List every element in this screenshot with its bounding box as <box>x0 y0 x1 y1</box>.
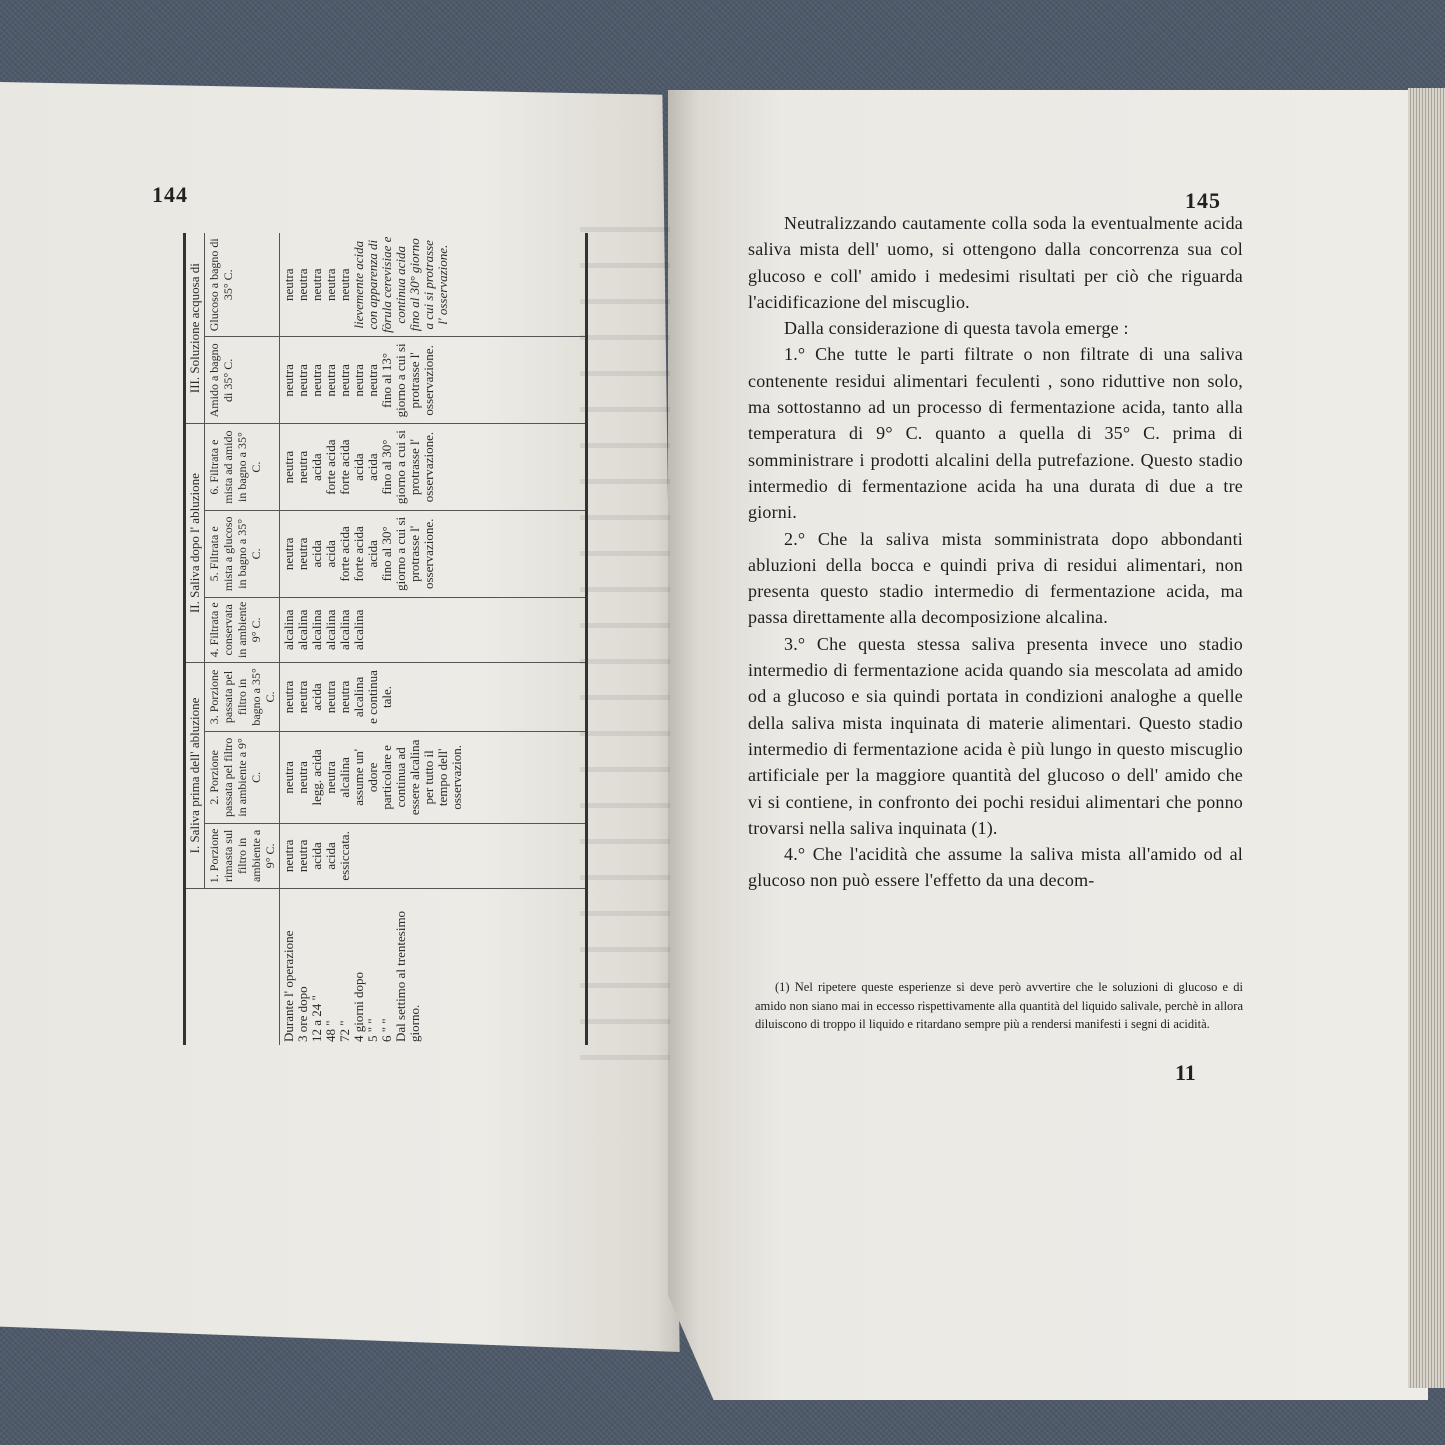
row-label: 6 " " <box>379 1018 394 1042</box>
table-row <box>280 233 587 1045</box>
show-through-text <box>580 205 670 1065</box>
cell-value: forte acida <box>323 439 338 495</box>
cell-value: acida <box>323 540 338 568</box>
cell-value: neutra <box>281 268 296 301</box>
group-header: I. Saliva prima dell' abluzione <box>185 662 205 888</box>
column-header: 3. Porzione passata pel filtro in bagno a 35° C. <box>205 662 280 731</box>
page-number-right: 145 <box>1185 188 1221 213</box>
column-header: 1. Porzione rimasta sul filtro in ambiente a 9° C. <box>205 823 280 888</box>
paragraph: Dalla considerazione di questa tavola emerge : <box>784 318 1129 339</box>
cell-value: acida <box>309 683 324 711</box>
cell-value: neutra <box>295 268 310 301</box>
row-label: 3 ore dopo <box>295 986 310 1042</box>
group-header: III. Soluzione acquosa di <box>185 233 205 424</box>
cell-value: neutra <box>323 680 338 714</box>
cell-value: neutra <box>281 761 296 794</box>
row-label: 5 " " <box>365 1018 380 1042</box>
cell-value: legg. acida <box>309 749 324 806</box>
rotated-table <box>183 233 588 1045</box>
cell-value: neutra <box>323 364 338 397</box>
cell-value: forte acida <box>337 439 352 495</box>
cell-value: forte acida <box>351 526 366 582</box>
cell-value: lievemente acida con apparenza di fòrula cerevisiae e continua acida fino al 30° giorno a cui si protrasse l' osservazione. <box>351 236 450 333</box>
cell-value: forte acida <box>337 526 352 582</box>
paragraph: Neutralizzando cautamente colla soda la eventualmente acida saliva mista dell' uomo, si ottengono dalla concorrenza sua col glucoso e coll' amido i medesimi risultati per ciò che riguarda l'acidificazione del miscuglio. <box>748 213 1243 312</box>
cell-value: neutra <box>295 450 310 484</box>
table-cell-col7 <box>280 337 587 424</box>
cell-value: neutra <box>295 680 310 714</box>
row-label: 72 " <box>337 1020 352 1042</box>
row-label: 4 giorni dopo <box>351 971 366 1042</box>
page-number-left: 144 <box>152 182 188 207</box>
table-cell-col5 <box>280 510 587 597</box>
cell-value: acida <box>365 540 380 568</box>
cell-value: neutra <box>295 761 310 794</box>
cell-value: neutra <box>351 364 366 397</box>
paragraph: 2.° Che la saliva mista somministrata dopo abbondanti abluzioni della bocca e quindi priva di residui alimentari, non presenta questo stadio intermedio di fermentazione acida, ma passa direttamente alla decomposizione alcalina. <box>748 528 1243 628</box>
paragraph: 4.° Che l'acidità che assume la saliva mista all'amido od al glucoso non può essere l'effetto da una decom- <box>748 844 1243 891</box>
cell-value: fino al 30° giorno a cui si protrasse l' osservazione. <box>379 430 436 505</box>
cell-value: neutra <box>323 268 338 301</box>
table-cell-col6 <box>280 424 587 511</box>
cell-value: acida <box>309 453 324 481</box>
column-header: 2. Porzione passata pel filtro in ambiente a 9° C. <box>205 731 280 823</box>
column-header: 4. Filtrata e conservata in ambiente 9° C. <box>205 597 280 662</box>
cell-value: assume un' odore particolare e continua ad essere alcalina per tutto il tempo dell' osservazion. <box>351 739 464 816</box>
cell-value: tale. <box>379 685 394 708</box>
cell-value: alcalina <box>309 609 324 651</box>
table-cell-col3 <box>280 662 587 731</box>
cell-value: neutra <box>365 364 380 397</box>
row-label: 12 a 24 " <box>309 995 324 1042</box>
row-label: Durante l' operazione <box>281 930 296 1042</box>
cell-value: alcalina <box>351 609 366 651</box>
cell-value: acida <box>309 540 324 568</box>
table-group-header-row <box>185 233 205 1045</box>
footnote <box>755 978 1243 1034</box>
cell-value: essiccata. <box>337 831 352 881</box>
cell-value: alcalina <box>281 609 296 651</box>
cell-value: alcalina <box>295 609 310 651</box>
cell-value: neutra <box>309 364 324 397</box>
cell-value: neutra <box>281 450 296 484</box>
cell-value: neutra <box>281 537 296 571</box>
row-label: Dal settimo al trentesimo giorno. <box>393 910 422 1042</box>
cell-value: acida <box>365 453 380 481</box>
body-text <box>748 210 1243 894</box>
signature-mark: 11 <box>1175 1060 1196 1085</box>
cell-value: neutra <box>281 839 296 873</box>
cell-value: neutra <box>295 839 310 873</box>
paragraph: 1.° Che tutte le parti filtrate o non filtrate di una saliva contenente residui alimentari feculenti , sono riduttive non solo, ma sottostanno ad un processo di fermentazione acida, tanto alla temperatura di 9° C. quanto a quella di 35° C. prima di somministrare i prodotti alcalini della putrefazione. Questo stadio intermedio di fermentazione acida ha una durata di due a tre giorni. <box>748 344 1243 523</box>
table-cell-col2 <box>280 731 587 823</box>
cell-value: neutra <box>281 680 296 714</box>
footnote-text: (1) Nel ripetere queste esperienze si deve però avvertire che le soluzioni di glucoso e di amido non siano mai in eccesso rispettivamente alla quantità del liquido salivale, perchè in allora diluiscono di troppo il liquido e ritardano sempre più a rendersi manifesti i segni di acidità. <box>755 980 1243 1031</box>
cell-value: alcalina <box>351 676 366 718</box>
table-cell-col8 <box>280 233 587 337</box>
cell-value: fino al 30° giorno a cui si protrasse l' osservazione. <box>379 516 436 591</box>
cell-value: acida <box>351 453 366 481</box>
cell-value: acida <box>309 842 324 870</box>
cell-value: e continua <box>365 670 380 724</box>
data-table <box>183 233 588 1045</box>
paragraph: 3.° Che questa stessa saliva presenta invece uno stadio intermedio di fermentazione acida quando sia mescolata ad amido od a glucoso e sia quindi portata in condizioni analoghe a quelle della saliva mista inquinata di materie alimentari. Questo stadio intermedio di fermentazione acida è più lungo in questo miscuglio artificiale per la maggiore quantità del glucoso o dell' amido che vi si contiene, in confronto dei pochi residui alimentari che ponno trovarsi nella saliva inquinata (1). <box>748 633 1243 838</box>
column-header: 5. Filtrata e mista a glucoso in bagno a 35° C. <box>205 510 280 597</box>
page-edges <box>1408 88 1445 1388</box>
column-header: 6. Filtrata e mista ad amido in bagno a 35° C. <box>205 424 280 511</box>
table-cell-col1 <box>280 823 587 888</box>
cell-value: alcalina <box>323 609 338 651</box>
group-header: II. Saliva dopo l' abluzione <box>185 424 205 663</box>
cell-value: neutra <box>323 761 338 794</box>
column-header: Amido a bagno di 35° C. <box>205 337 280 424</box>
cell-value: neutra <box>295 364 310 397</box>
table-corner <box>185 889 280 1046</box>
table-cell-col4 <box>280 597 587 662</box>
cell-value: acida <box>323 842 338 870</box>
cell-value: alcalina <box>337 757 352 798</box>
cell-value: neutra <box>295 537 310 571</box>
column-header: Glucoso a bagno di 35° C. <box>205 233 280 337</box>
cell-value: alcalina <box>337 609 352 651</box>
cell-value: neutra <box>337 268 352 301</box>
cell-value: neutra <box>281 364 296 397</box>
cell-value: fino al 13° giorno a cui si protrasse l' osservazione. <box>379 343 436 418</box>
cell-value: neutra <box>309 268 324 301</box>
cell-value: neutra <box>337 680 352 714</box>
cell-value: neutra <box>337 364 352 397</box>
row-label: 48 " <box>323 1020 338 1042</box>
row-label-column <box>280 889 587 1046</box>
